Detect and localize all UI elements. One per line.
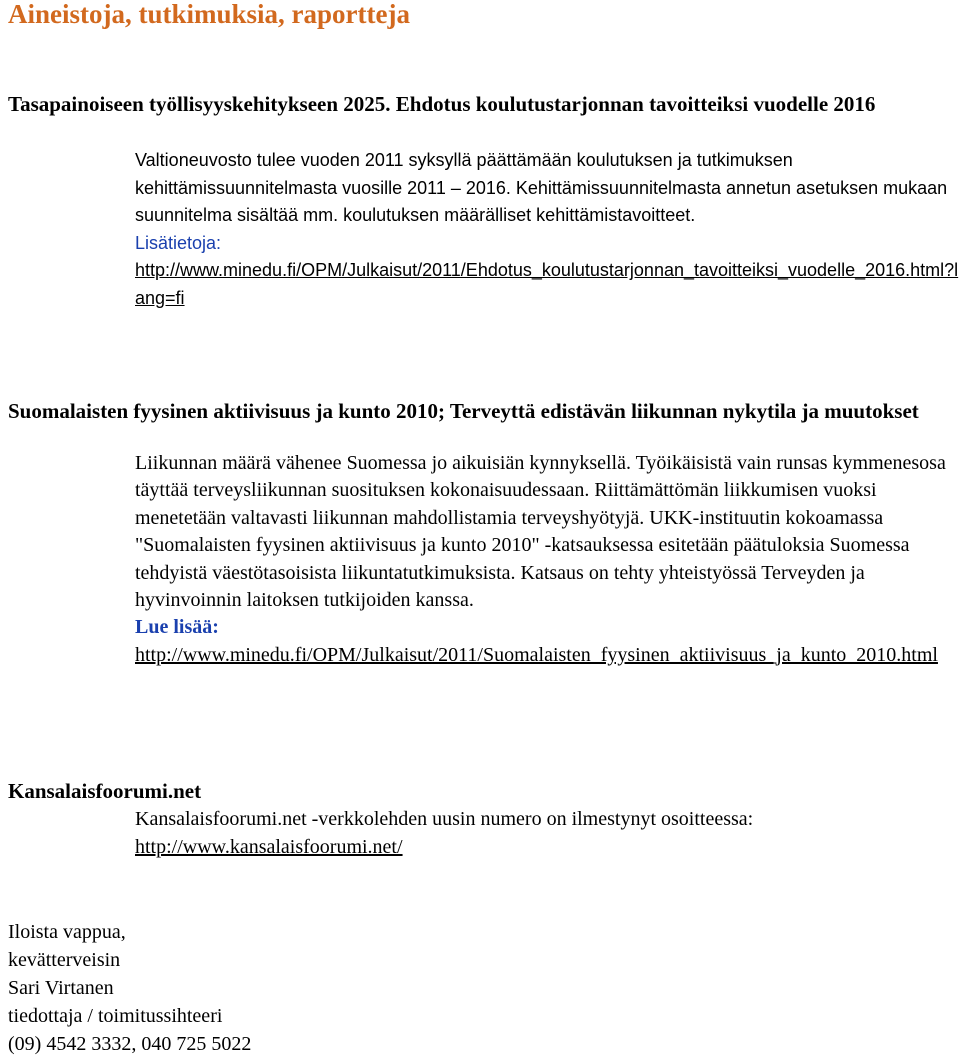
article-title-kansalaisfoorumi: Kansalaisfoorumi.net [8,779,202,803]
article-link-employment[interactable]: http://www.minedu.fi/OPM/Julkaisut/2011/Ehdotus_koulutustarjonnan_tavoitteiksi_vuodelle_2016.html?lang=fi [135,260,959,308]
read-more-label: Lue lisää: [135,616,219,639]
article-summary: Liikunnan määrä vähenee Suomessa jo aikuisiän kynnyksellä. Työikäisistä vain runsas kymmenesosa täyttää terveysliikunnan suosituksen kokonaisuudessaan. Riittämättömän liikkumisen vuoksi menetetään valtavasti liikunnan mahdollistamia terveyshyötyjä. UKK-instituutin kokoamassa "Suomalaisten fyysinen aktiivisuus ja kunto 2010" -katsauksessa esitetään päätuloksia Suomessa tehdyistä väestötasoisista liikuntatutkimuksista. Katsaus on tehty yhteistyössä Terveyden ja hyvinvoinnin laitoksen tutkijoiden kanssa. [135,452,946,612]
signature-role: tiedottaja / toimitussihteeri [8,1005,223,1027]
signature-closing: kevätterveisin [8,949,121,971]
signature-name: Sari Virtanen [8,977,114,999]
page-title: Aineistoja, tutkimuksia, raportteja [8,0,410,29]
article-link-physical-activity[interactable]: http://www.minedu.fi/OPM/Julkaisut/2011/Suomalaisten_fyysinen_aktiivisuus_ja_kunto_2010.html [135,643,938,666]
article-body-kansalaisfoorumi [135,805,960,861]
more-info-label: Lisätietoja: [135,232,222,253]
signature-phone: (09) 4542 3332, 040 725 5022 [8,1033,252,1055]
signature-greeting: Iloista vappua, [8,921,126,943]
article-summary: Kansalaisfoorumi.net -verkkolehden uusin numero on ilmestynyt osoitteessa: [135,808,754,830]
article-title-physical-activity: Suomalaisten fyysinen aktiivisuus ja kunto 2010; Terveyttä edistävän liikunnan nykytila ja muutokset [8,399,919,423]
signature [8,918,251,1058]
article-link-kansalaisfoorumi[interactable]: http://www.kansalaisfoorumi.net/ [135,836,403,858]
article-title-employment: Tasapainoiseen työllisyyskehitykseen 2025. Ehdotus koulutustarjonnan tavoitteiksi vuodelle 2016 [8,92,876,116]
article-summary: Valtioneuvosto tulee vuoden 2011 syksyllä päättämään koulutuksen ja tutkimuksen kehittämissuunnitelmasta vuosille 2011 – 2016. Kehittämissuunnitelmasta annetun asetuksen mukaan suunnitelma sisältää mm. koulutuksen määrälliset kehittämistavoitteet. [135,150,948,226]
article-body-employment [135,147,960,313]
article-body-physical-activity [135,450,960,669]
